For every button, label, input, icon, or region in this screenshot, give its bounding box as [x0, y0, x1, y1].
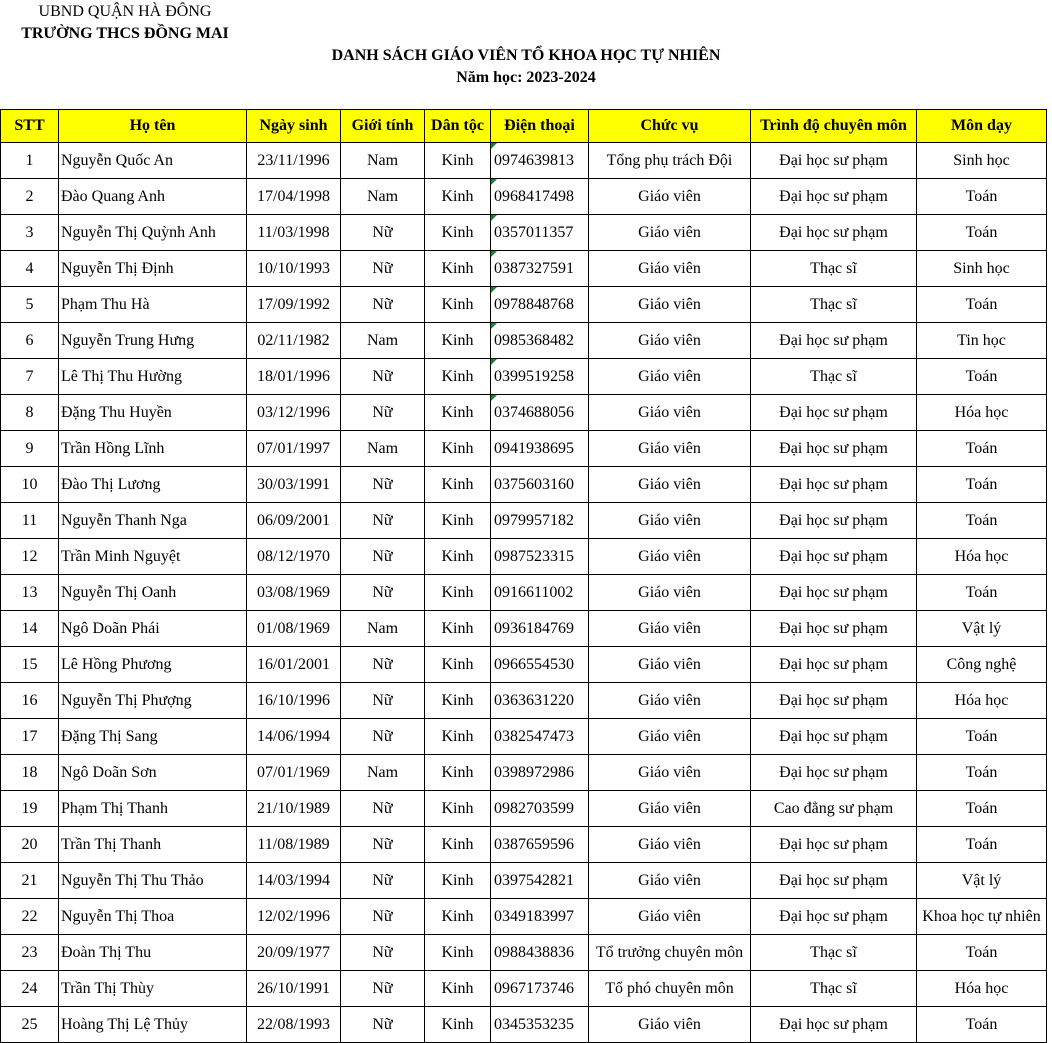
cell-phone: 0387659596 — [491, 827, 589, 863]
cell-ethnic: Kinh — [425, 503, 491, 539]
cell-gender: Nam — [341, 755, 425, 791]
cell-stt: 14 — [1, 611, 59, 647]
cell-subject: Hóa học — [917, 395, 1047, 431]
table-row — [1, 395, 1047, 431]
cell-ethnic: Kinh — [425, 719, 491, 755]
table-row — [1, 323, 1047, 359]
cell-level: Đại học sư phạm — [751, 575, 917, 611]
cell-gender: Nữ — [341, 359, 425, 395]
cell-name: Trần Hồng Lĩnh — [59, 431, 247, 467]
col-phone-header: Điện thoại — [491, 110, 589, 143]
col-position-header: Chức vụ — [589, 110, 751, 143]
col-name-header: Họ tên — [59, 110, 247, 143]
cell-ethnic: Kinh — [425, 395, 491, 431]
cell-position: Giáo viên — [589, 827, 751, 863]
cell-position: Giáo viên — [589, 647, 751, 683]
cell-ethnic: Kinh — [425, 827, 491, 863]
cell-name: Nguyễn Thị Thoa — [59, 899, 247, 935]
cell-name: Ngô Doãn Phái — [59, 611, 247, 647]
cell-position: Giáo viên — [589, 503, 751, 539]
cell-name: Nguyễn Thị Định — [59, 251, 247, 287]
cell-subject: Toán — [917, 791, 1047, 827]
table-row — [1, 863, 1047, 899]
table-row — [1, 971, 1047, 1007]
cell-position: Giáo viên — [589, 215, 751, 251]
cell-name: Nguyễn Thị Thu Thảo — [59, 863, 247, 899]
cell-subject: Toán — [917, 827, 1047, 863]
cell-name: Nguyễn Thị Oanh — [59, 575, 247, 611]
cell-ethnic: Kinh — [425, 251, 491, 287]
cell-position: Giáo viên — [589, 179, 751, 215]
cell-name: Ngô Doãn Sơn — [59, 755, 247, 791]
table-row — [1, 647, 1047, 683]
cell-stt: 2 — [1, 179, 59, 215]
cell-name: Trần Thị Thùy — [59, 971, 247, 1007]
cell-name: Đào Thị Lương — [59, 467, 247, 503]
cell-position: Giáo viên — [589, 755, 751, 791]
cell-ethnic: Kinh — [425, 791, 491, 827]
table-row — [1, 143, 1047, 179]
cell-name: Nguyễn Thanh Nga — [59, 503, 247, 539]
cell-stt: 11 — [1, 503, 59, 539]
cell-level: Đại học sư phạm — [751, 467, 917, 503]
cell-ethnic: Kinh — [425, 611, 491, 647]
cell-phone: 0968417498 — [491, 179, 589, 215]
cell-position: Giáo viên — [589, 863, 751, 899]
cell-dob: 01/08/1969 — [247, 611, 341, 647]
cell-position: Giáo viên — [589, 539, 751, 575]
col-subject-header: Môn dạy — [917, 110, 1047, 143]
cell-level: Thạc sĩ — [751, 251, 917, 287]
cell-subject: Toán — [917, 215, 1047, 251]
cell-phone: 0398972986 — [491, 755, 589, 791]
cell-subject: Hóa học — [917, 683, 1047, 719]
cell-gender: Nữ — [341, 395, 425, 431]
table-row — [1, 287, 1047, 323]
cell-stt: 1 — [1, 143, 59, 179]
cell-name: Nguyễn Thị Phượng — [59, 683, 247, 719]
cell-ethnic: Kinh — [425, 1007, 491, 1043]
cell-level: Đại học sư phạm — [751, 323, 917, 359]
cell-gender: Nữ — [341, 827, 425, 863]
org-name: UBND QUẬN HÀ ĐÔNG — [38, 3, 212, 20]
cell-level: Đại học sư phạm — [751, 179, 917, 215]
cell-level: Đại học sư phạm — [751, 539, 917, 575]
cell-phone: 0941938695 — [491, 431, 589, 467]
cell-subject: Toán — [917, 935, 1047, 971]
cell-position: Giáo viên — [589, 611, 751, 647]
cell-level: Đại học sư phạm — [751, 899, 917, 935]
cell-dob: 14/06/1994 — [247, 719, 341, 755]
cell-level: Đại học sư phạm — [751, 719, 917, 755]
cell-subject: Toán — [917, 503, 1047, 539]
cell-dob: 26/10/1991 — [247, 971, 341, 1007]
cell-stt: 17 — [1, 719, 59, 755]
cell-phone: 0363631220 — [491, 683, 589, 719]
cell-position: Giáo viên — [589, 575, 751, 611]
cell-subject: Công nghệ — [917, 647, 1047, 683]
table-row — [1, 791, 1047, 827]
cell-stt: 15 — [1, 647, 59, 683]
cell-name: Nguyễn Quốc An — [59, 143, 247, 179]
cell-ethnic: Kinh — [425, 143, 491, 179]
cell-level: Thạc sĩ — [751, 359, 917, 395]
cell-phone: 0375603160 — [491, 467, 589, 503]
cell-gender: Nữ — [341, 215, 425, 251]
cell-dob: 20/09/1977 — [247, 935, 341, 971]
cell-subject: Khoa học tự nhiên — [917, 899, 1047, 935]
cell-ethnic: Kinh — [425, 755, 491, 791]
cell-level: Đại học sư phạm — [751, 683, 917, 719]
cell-stt: 6 — [1, 323, 59, 359]
table-row — [1, 215, 1047, 251]
col-gender-header: Giới tính — [341, 110, 425, 143]
cell-ethnic: Kinh — [425, 359, 491, 395]
cell-level: Thạc sĩ — [751, 935, 917, 971]
table-body — [1, 143, 1047, 1043]
cell-level: Đại học sư phạm — [751, 143, 917, 179]
cell-subject: Hóa học — [917, 971, 1047, 1007]
cell-position: Giáo viên — [589, 359, 751, 395]
cell-phone: 0349183997 — [491, 899, 589, 935]
school-name: TRƯỜNG THCS ĐỒNG MAI — [21, 25, 229, 42]
cell-subject: Toán — [917, 719, 1047, 755]
cell-subject: Toán — [917, 575, 1047, 611]
cell-stt: 3 — [1, 215, 59, 251]
school-year: Năm học: 2023-2024 — [456, 69, 596, 86]
cell-dob: 07/01/1969 — [247, 755, 341, 791]
col-stt-header: STT — [1, 110, 59, 143]
cell-gender: Nữ — [341, 467, 425, 503]
cell-phone: 0397542821 — [491, 863, 589, 899]
cell-stt: 22 — [1, 899, 59, 935]
cell-dob: 16/01/2001 — [247, 647, 341, 683]
cell-stt: 24 — [1, 971, 59, 1007]
cell-position: Tổng phụ trách Đội — [589, 143, 751, 179]
table-row — [1, 611, 1047, 647]
cell-phone: 0978848768 — [491, 287, 589, 323]
cell-level: Đại học sư phạm — [751, 611, 917, 647]
cell-gender: Nữ — [341, 683, 425, 719]
cell-gender: Nữ — [341, 1007, 425, 1043]
cell-name: Lê Thị Thu Hường — [59, 359, 247, 395]
cell-phone: 0387327591 — [491, 251, 589, 287]
cell-stt: 4 — [1, 251, 59, 287]
cell-subject: Toán — [917, 755, 1047, 791]
cell-dob: 21/10/1989 — [247, 791, 341, 827]
cell-level: Đại học sư phạm — [751, 215, 917, 251]
cell-ethnic: Kinh — [425, 971, 491, 1007]
cell-subject: Sinh học — [917, 251, 1047, 287]
cell-name: Phạm Thị Thanh — [59, 791, 247, 827]
cell-position: Tổ phó chuyên môn — [589, 971, 751, 1007]
cell-ethnic: Kinh — [425, 431, 491, 467]
table-row — [1, 755, 1047, 791]
cell-level: Đại học sư phạm — [751, 863, 917, 899]
cell-dob: 07/01/1997 — [247, 431, 341, 467]
cell-subject: Toán — [917, 179, 1047, 215]
cell-phone: 0382547473 — [491, 719, 589, 755]
cell-phone: 0936184769 — [491, 611, 589, 647]
cell-level: Đại học sư phạm — [751, 1007, 917, 1043]
cell-position: Giáo viên — [589, 323, 751, 359]
cell-dob: 08/12/1970 — [247, 539, 341, 575]
cell-phone: 0982703599 — [491, 791, 589, 827]
cell-dob: 02/11/1982 — [247, 323, 341, 359]
table-row — [1, 683, 1047, 719]
cell-gender: Nam — [341, 143, 425, 179]
cell-phone: 0979957182 — [491, 503, 589, 539]
cell-ethnic: Kinh — [425, 323, 491, 359]
cell-subject: Vật lý — [917, 611, 1047, 647]
cell-level: Đại học sư phạm — [751, 503, 917, 539]
cell-dob: 14/03/1994 — [247, 863, 341, 899]
cell-gender: Nữ — [341, 287, 425, 323]
cell-name: Hoàng Thị Lệ Thủy — [59, 1007, 247, 1043]
cell-gender: Nữ — [341, 863, 425, 899]
cell-name: Lê Hồng Phương — [59, 647, 247, 683]
cell-level: Đại học sư phạm — [751, 431, 917, 467]
cell-phone: 0374688056 — [491, 395, 589, 431]
cell-dob: 11/03/1998 — [247, 215, 341, 251]
cell-phone: 0357011357 — [491, 215, 589, 251]
cell-stt: 16 — [1, 683, 59, 719]
cell-stt: 21 — [1, 863, 59, 899]
cell-dob: 16/10/1996 — [247, 683, 341, 719]
cell-level: Đại học sư phạm — [751, 827, 917, 863]
cell-stt: 10 — [1, 467, 59, 503]
cell-stt: 7 — [1, 359, 59, 395]
cell-stt: 8 — [1, 395, 59, 431]
table-row — [1, 539, 1047, 575]
cell-stt: 19 — [1, 791, 59, 827]
table-row — [1, 575, 1047, 611]
cell-position: Giáo viên — [589, 1007, 751, 1043]
cell-dob: 18/01/1996 — [247, 359, 341, 395]
cell-gender: Nữ — [341, 935, 425, 971]
cell-phone: 0974639813 — [491, 143, 589, 179]
cell-stt: 9 — [1, 431, 59, 467]
cell-name: Trần Thị Thanh — [59, 827, 247, 863]
table-row — [1, 359, 1047, 395]
table-row — [1, 935, 1047, 971]
cell-ethnic: Kinh — [425, 899, 491, 935]
cell-stt: 18 — [1, 755, 59, 791]
table-row — [1, 179, 1047, 215]
cell-dob: 17/09/1992 — [247, 287, 341, 323]
cell-position: Giáo viên — [589, 791, 751, 827]
cell-gender: Nam — [341, 179, 425, 215]
cell-ethnic: Kinh — [425, 215, 491, 251]
table-row — [1, 899, 1047, 935]
cell-dob: 03/08/1969 — [247, 575, 341, 611]
cell-subject: Tin học — [917, 323, 1047, 359]
col-dob-header: Ngày sinh — [247, 110, 341, 143]
cell-gender: Nữ — [341, 647, 425, 683]
header-row — [1, 110, 1047, 143]
cell-stt: 13 — [1, 575, 59, 611]
cell-dob: 17/04/1998 — [247, 179, 341, 215]
cell-position: Tổ trưởng chuyên môn — [589, 935, 751, 971]
cell-gender: Nữ — [341, 251, 425, 287]
document-title: DANH SÁCH GIÁO VIÊN TỔ KHOA HỌC TỰ NHIÊN — [331, 47, 721, 64]
cell-stt: 23 — [1, 935, 59, 971]
cell-level: Cao đẳng sư phạm — [751, 791, 917, 827]
cell-dob: 22/08/1993 — [247, 1007, 341, 1043]
cell-name: Phạm Thu Hà — [59, 287, 247, 323]
cell-ethnic: Kinh — [425, 863, 491, 899]
cell-ethnic: Kinh — [425, 935, 491, 971]
cell-dob: 06/09/2001 — [247, 503, 341, 539]
cell-ethnic: Kinh — [425, 647, 491, 683]
cell-subject: Toán — [917, 1007, 1047, 1043]
cell-subject: Toán — [917, 431, 1047, 467]
cell-subject: Toán — [917, 467, 1047, 503]
cell-position: Giáo viên — [589, 251, 751, 287]
cell-gender: Nam — [341, 323, 425, 359]
cell-gender: Nữ — [341, 539, 425, 575]
cell-stt: 5 — [1, 287, 59, 323]
cell-phone: 0399519258 — [491, 359, 589, 395]
cell-position: Giáo viên — [589, 467, 751, 503]
cell-phone: 0966554530 — [491, 647, 589, 683]
cell-ethnic: Kinh — [425, 539, 491, 575]
cell-level: Thạc sĩ — [751, 287, 917, 323]
cell-position: Giáo viên — [589, 431, 751, 467]
cell-gender: Nữ — [341, 503, 425, 539]
cell-ethnic: Kinh — [425, 575, 491, 611]
cell-name: Trần Minh Nguyệt — [59, 539, 247, 575]
table-row — [1, 251, 1047, 287]
cell-name: Đặng Thị Sang — [59, 719, 247, 755]
table-row — [1, 467, 1047, 503]
cell-stt: 25 — [1, 1007, 59, 1043]
cell-position: Giáo viên — [589, 683, 751, 719]
cell-ethnic: Kinh — [425, 467, 491, 503]
table-row — [1, 503, 1047, 539]
cell-stt: 12 — [1, 539, 59, 575]
cell-level: Đại học sư phạm — [751, 395, 917, 431]
cell-dob: 03/12/1996 — [247, 395, 341, 431]
cell-phone: 0967173746 — [491, 971, 589, 1007]
cell-dob: 23/11/1996 — [247, 143, 341, 179]
cell-position: Giáo viên — [589, 899, 751, 935]
cell-position: Giáo viên — [589, 287, 751, 323]
cell-subject: Vật lý — [917, 863, 1047, 899]
table-row — [1, 431, 1047, 467]
cell-name: Nguyễn Trung Hưng — [59, 323, 247, 359]
cell-dob: 10/10/1993 — [247, 251, 341, 287]
cell-phone: 0988438836 — [491, 935, 589, 971]
cell-position: Giáo viên — [589, 395, 751, 431]
cell-subject: Hóa học — [917, 539, 1047, 575]
cell-subject: Sinh học — [917, 143, 1047, 179]
cell-name: Nguyễn Thị Quỳnh Anh — [59, 215, 247, 251]
cell-ethnic: Kinh — [425, 179, 491, 215]
cell-ethnic: Kinh — [425, 287, 491, 323]
teacher-table — [0, 109, 1047, 1043]
cell-gender: Nam — [341, 431, 425, 467]
cell-gender: Nữ — [341, 899, 425, 935]
cell-dob: 11/08/1989 — [247, 827, 341, 863]
cell-phone: 0345353235 — [491, 1007, 589, 1043]
col-level-header: Trình độ chuyên môn — [751, 110, 917, 143]
table-row — [1, 827, 1047, 863]
table-row — [1, 1007, 1047, 1043]
cell-dob: 12/02/1996 — [247, 899, 341, 935]
cell-level: Đại học sư phạm — [751, 755, 917, 791]
cell-stt: 20 — [1, 827, 59, 863]
cell-gender: Nữ — [341, 719, 425, 755]
cell-dob: 30/03/1991 — [247, 467, 341, 503]
cell-level: Thạc sĩ — [751, 971, 917, 1007]
cell-name: Đoàn Thị Thu — [59, 935, 247, 971]
cell-subject: Toán — [917, 359, 1047, 395]
cell-name: Đào Quang Anh — [59, 179, 247, 215]
col-ethnic-header: Dân tộc — [425, 110, 491, 143]
table-row — [1, 719, 1047, 755]
cell-ethnic: Kinh — [425, 683, 491, 719]
cell-subject: Toán — [917, 287, 1047, 323]
cell-level: Đại học sư phạm — [751, 647, 917, 683]
cell-phone: 0987523315 — [491, 539, 589, 575]
cell-gender: Nam — [341, 611, 425, 647]
cell-gender: Nữ — [341, 791, 425, 827]
cell-phone: 0985368482 — [491, 323, 589, 359]
cell-phone: 0916611002 — [491, 575, 589, 611]
cell-gender: Nữ — [341, 575, 425, 611]
cell-name: Đặng Thu Huyền — [59, 395, 247, 431]
cell-position: Giáo viên — [589, 719, 751, 755]
cell-gender: Nữ — [341, 971, 425, 1007]
